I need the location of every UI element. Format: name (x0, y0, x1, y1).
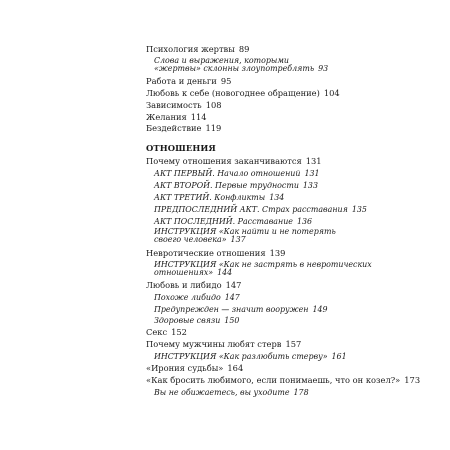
toc-entry-title: Любовь к себе (новогоднее обращение) (146, 88, 320, 98)
toc-subentry (154, 193, 284, 202)
toc-page-number: 161 (331, 352, 347, 361)
toc-entry-title: Слова и выражения, которыми «жертвы» склонны злоупотреблять (154, 56, 315, 74)
toc-page-number: 108 (205, 100, 222, 110)
toc-page-number: 95 (220, 76, 232, 86)
toc-entry-title: ИНСТРУКЦИЯ «Как разлюбить стерву» (154, 352, 328, 361)
toc-entry-title: ПРЕДПОСЛЕДНИЙ АКТ. Страх расставания (154, 205, 348, 214)
toc-subentry (154, 293, 240, 302)
toc-subentry (154, 169, 320, 178)
toc-entry-title: Бездействие (146, 123, 202, 133)
toc-entry-title: Желания (146, 112, 187, 122)
toc-page-number: 173 (404, 375, 421, 385)
toc-page-number: 147 (224, 293, 240, 302)
toc-entry-title: Похоже либидо (154, 293, 221, 302)
toc-entry-title: АКТ ТРЕТИЙ. Конфликты (154, 193, 266, 202)
toc-entry (146, 157, 322, 166)
toc-entry-title: Работа и деньги (146, 76, 217, 86)
toc-page-number: 139 (269, 248, 286, 258)
toc-page-number: 164 (227, 363, 244, 373)
toc-entry (146, 124, 221, 133)
toc-subentry (154, 217, 312, 226)
toc-entry-title: Предупрежден — значит вооружен (154, 305, 309, 314)
toc-page-number: 149 (312, 305, 328, 314)
toc-page-number: 89 (238, 44, 250, 54)
toc-entry-title: АКТ ВТОРОЙ. Первые трудности (154, 181, 299, 190)
toc-page-number: 135 (351, 205, 367, 214)
toc-entry (146, 364, 243, 373)
toc-entry-title: Психология жертвы (146, 44, 235, 54)
toc-entry-title: ИНСТРУКЦИЯ «Как найти и не потерять своего человека» (154, 227, 336, 245)
toc-page-number: 131 (305, 156, 322, 166)
toc-entry-title: АКТ ПЕРВЫЙ. Начало отношений (154, 169, 301, 178)
toc-entry (146, 340, 301, 349)
toc-page-number: 119 (205, 123, 222, 133)
toc-entry-title: Здоровые связи (154, 316, 221, 325)
toc-entry (146, 45, 249, 54)
toc-entry (146, 77, 231, 86)
toc-subentry (154, 57, 334, 74)
toc-entry-title: Почему мужчины любят стерв (146, 339, 282, 349)
toc-entry (146, 249, 285, 258)
toc-subentry (154, 316, 239, 325)
toc-entry (146, 376, 420, 385)
toc-entry (146, 101, 222, 110)
toc-page-number: 93 (318, 64, 329, 74)
toc-subentry (154, 228, 354, 245)
toc-page-number: 136 (296, 217, 313, 226)
toc-subentry (154, 205, 367, 214)
toc-entry (146, 113, 207, 122)
toc-page-number: 104 (323, 88, 340, 98)
toc-entry-title: Невротические отношения (146, 248, 266, 258)
toc-entry (146, 89, 340, 98)
toc-subentry (154, 388, 309, 397)
toc-page-number: 147 (225, 280, 242, 290)
toc-subentry (154, 261, 379, 278)
section-heading: ОТНОШЕНИЯ (146, 143, 216, 153)
toc-entry (146, 328, 187, 337)
toc-page-number: 178 (293, 388, 309, 397)
toc-page-number: 134 (269, 193, 285, 202)
toc-page-number: 114 (190, 112, 207, 122)
toc-entry-title: Зависимость (146, 100, 202, 110)
toc-entry-title: Секс (146, 327, 168, 337)
toc-subentry (154, 305, 328, 314)
toc-page-number: 144 (217, 268, 233, 278)
toc-page-number: 157 (285, 339, 302, 349)
toc-page-number: 152 (171, 327, 187, 337)
toc-entry-title: Вы не обижаетесь, вы уходите (154, 388, 290, 397)
toc-entry-title: Любовь и либидо (146, 280, 222, 290)
toc-subentry (154, 352, 347, 361)
toc-page-number: 131 (304, 169, 320, 178)
toc-entry-title: АКТ ПОСЛЕДНИЙ. Расставание (154, 217, 293, 226)
toc-entry-title: «Ирония судьбы» (146, 363, 224, 373)
toc-page-number: 150 (224, 316, 240, 325)
toc-entry-title: Почему отношения заканчиваются (146, 156, 302, 166)
toc-page-number: 137 (230, 235, 246, 245)
toc-entry-title: «Как бросить любимого, если понимаешь, что он козел?» (146, 375, 401, 385)
toc-subentry (154, 181, 318, 190)
toc-page-number: 133 (302, 181, 318, 190)
toc-entry-title: ИНСТРУКЦИЯ «Как не застрять в невротических отношениях» (154, 260, 372, 278)
toc-entry (146, 281, 241, 290)
